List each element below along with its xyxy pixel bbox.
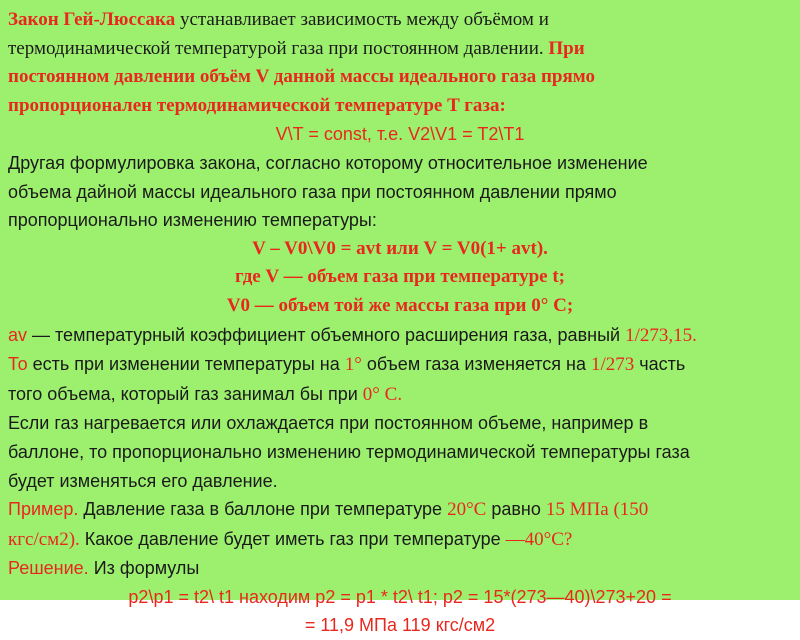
example-label: Пример. bbox=[8, 499, 79, 520]
solution-formula: p2\p1 = t2\ t1 находим p2 = p1 * t2\ t1; p2 = 15*(273—40)\273+20 = bbox=[128, 586, 672, 607]
solution-result: = 11,9 МПа 119 кгс/см2 bbox=[304, 615, 496, 636]
coefficient-symbol: av bbox=[8, 324, 28, 345]
formula-2: V – V0\V0 = avt или V = V0(1+ avt). bbox=[252, 237, 548, 259]
law-statement: При bbox=[543, 37, 585, 59]
alt-formulation-line: пропорционально изменению температуры: bbox=[8, 210, 377, 231]
example-text: Давление газа в баллоне при температуре bbox=[78, 499, 448, 520]
one-degree: 1° bbox=[344, 354, 362, 376]
formula-1: V\T = const, т.е. V2\V1 = T2\T1 bbox=[275, 124, 525, 145]
change-line-2 bbox=[8, 380, 792, 410]
example-text: равно bbox=[486, 499, 546, 520]
intro-text: устанавливает зависимость между объёмом и bbox=[175, 9, 549, 30]
change-text: объем газа изменяется на bbox=[361, 354, 591, 375]
coefficient-text: — температурный коэффициент объемного расширения газа, равный bbox=[27, 324, 626, 345]
intro-text: термодинамической температурой газа при постоянном давлении. bbox=[8, 37, 544, 59]
change-text: того объема, который газ занимал бы при bbox=[8, 383, 363, 404]
zero-degree: 0° С. bbox=[362, 383, 403, 405]
example-temp-2: —40°С? bbox=[505, 528, 573, 550]
law-name: Закон Гей-Люссака bbox=[8, 9, 176, 30]
alt-formulation-line: Другая формулировка закона, согласно которому относительное изменение bbox=[8, 152, 648, 173]
coefficient-value: 1/273,15. bbox=[625, 324, 697, 346]
example-text: Какое давление будет иметь газ при температуре bbox=[79, 528, 506, 549]
law-statement-line: пропорционален термодинамической температуре T газа: bbox=[8, 94, 506, 116]
example-temp: 20°С bbox=[447, 499, 487, 521]
change-text: есть при изменении температуры на bbox=[27, 354, 345, 375]
fraction-value: 1/273 bbox=[590, 354, 635, 376]
example-line-1 bbox=[8, 495, 792, 525]
intro-line-2 bbox=[8, 35, 792, 64]
change-text: часть bbox=[634, 354, 686, 375]
example-line-2 bbox=[8, 525, 792, 555]
example-pressure-unit: кгс/см2). bbox=[8, 528, 80, 550]
example-pressure: 15 МПа (150 bbox=[545, 499, 649, 521]
law-statement-line: постоянном давлении объём V данной массы идеального газа прямо bbox=[8, 66, 595, 88]
solution-line-1 bbox=[8, 554, 792, 583]
coefficient-line bbox=[8, 321, 792, 351]
intro-line-1 bbox=[8, 6, 792, 35]
to-word: То bbox=[8, 354, 28, 375]
heating-line: баллоне, то пропорционально изменению термодинамической температуры газа bbox=[8, 441, 690, 462]
solution-text: Из формулы bbox=[88, 558, 200, 579]
change-line-1 bbox=[8, 350, 792, 380]
formula-2-where: где V — объем газа при температуре t; bbox=[235, 266, 565, 288]
formula-2-where: V0 — объем той же массы газа при 0° C; bbox=[226, 294, 574, 316]
alt-formulation-line: объема дайной массы идеального газа при постоянном давлении прямо bbox=[8, 181, 617, 202]
heating-line: будет изменяться его давление. bbox=[8, 470, 278, 491]
heating-line: Если газ нагревается или охлаждается при постоянном объеме, например в bbox=[8, 413, 649, 434]
solution-label: Решение. bbox=[8, 558, 89, 579]
